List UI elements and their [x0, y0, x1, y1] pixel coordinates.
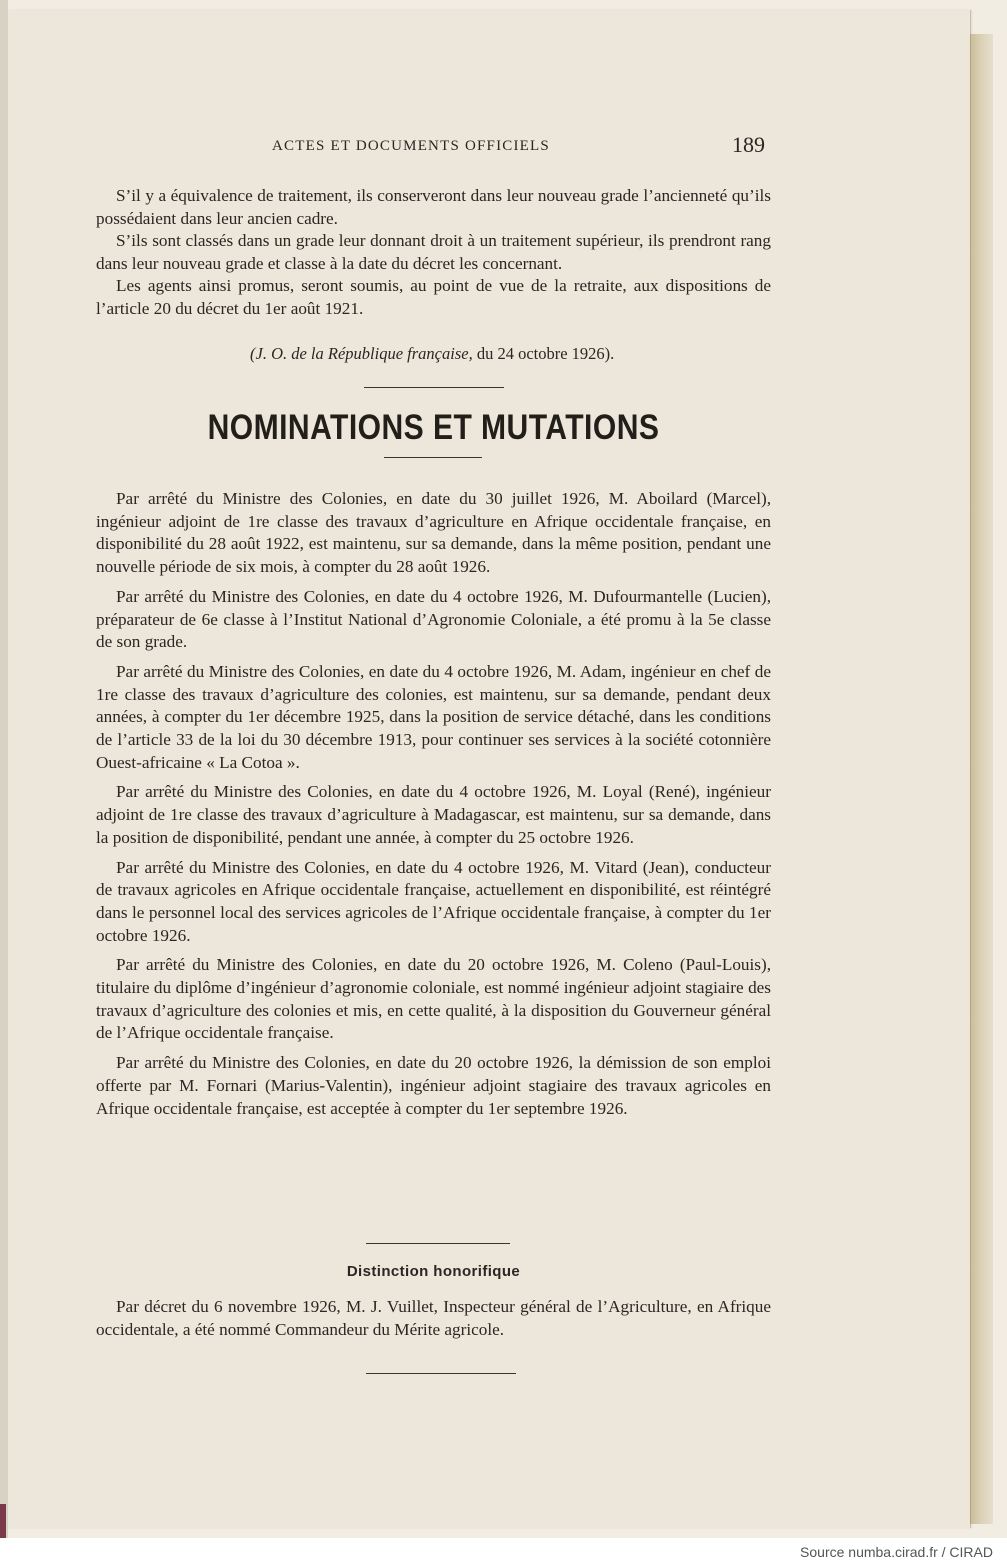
nomination-paragraph: Par arrêté du Ministre des Colonies, en date du 4 octobre 1926, M. Loyal (René), ingénieur adjoint de 1re classe des travaux d’agriculture à Madagascar, est maintenu, sur sa demande, dans la position de disponibilité, pendant une année, à compter du 25 octobre 1926. [96, 782, 771, 847]
title-underline [384, 457, 482, 458]
nomination-paragraph: Par arrêté du Ministre des Colonies, en date du 30 juillet 1926, M. Aboilard (Marcel), ingénieur adjoint de 1re classe des travaux d’agriculture en Afrique occidentale française, en disponibilité du 28 août 1922, est maintenu, sur sa demande, dans la même position, pendant une nouvelle période de six mois, à compter du 28 août 1926. [96, 489, 771, 577]
intro-paragraph: S’il y a équivalence de traitement, ils conserveront dans leur nouveau grade l’ancienneté qu’ils possédaient dans leur ancien cadre. [96, 186, 771, 228]
running-title: ACTES ET DOCUMENTS OFFICIELS [272, 138, 550, 154]
section-divider-top [364, 387, 504, 388]
source-credit: Source numba.cirad.fr / CIRAD [800, 1544, 993, 1560]
nomination-paragraph: Par arrêté du Ministre des Colonies, en date du 20 octobre 1926, la démission de son emploi offerte par M. Fornari (Marius-Valentin), ingénieur adjoint stagiaire des travaux agricoles en Afrique occidentale française, est acceptée à compter du 1er septembre 1926. [96, 1053, 771, 1118]
intro-paragraph: Les agents ainsi promus, seront soumis, au point de vue de la retraite, aux dispositions de l’article 20 du décret du 1er août 1921. [96, 276, 771, 318]
section-title: NOMINATIONS ET MUTATIONS [207, 408, 660, 447]
nomination-paragraph: Par arrêté du Ministre des Colonies, en date du 4 octobre 1926, M. Dufourmantelle (Lucien), préparateur de 6e classe à l’Institut National d’Agronomie Coloniale, a été promu à la 5e classe de son grade. [96, 586, 771, 652]
nominations-list [96, 488, 771, 1127]
binding-mark [0, 1504, 6, 1538]
page-number: 189 [732, 132, 765, 157]
distinction-heading: Distinction honorifique [346, 1263, 521, 1280]
nomination-paragraph: Par arrêté du Ministre des Colonies, en date du 4 octobre 1926, M. Adam, ingénieur en chef de 1re classe des travaux d’agriculture des colonies, est maintenu, sur sa demande, pendant deux années, à compter du 1er décembre 1925, dans la position de service détaché, dans les conditions de l’article 33 de la loi du 30 décembre 1913, pour continuer ses services à la société cotonnière Ouest-africaine « La Cotoa ». [96, 661, 771, 772]
section-divider-bottom [366, 1373, 516, 1374]
distinction-text [96, 1295, 771, 1341]
nomination-paragraph: Par arrêté du Ministre des Colonies, en date du 20 octobre 1926, M. Coleno (Paul-Louis), titulaire du diplôme d’ingénieur d’agronomie coloniale, est nommé ingénieur adjoint stagiaire des travaux d’agriculture des colonies et mis, en cette qualité, à la disposition du Gouverneur général de l’Afrique occidentale française. [96, 955, 771, 1043]
binding-edge [0, 0, 8, 1538]
nomination-paragraph: Par arrêté du Ministre des Colonies, en date du 4 octobre 1926, M. Vitard (Jean), conducteur de travaux agricoles en Afrique occidentale française, actuellement en disponibilité, est réintégré dans le personnel local des services agricoles de l’Afrique occidentale française, à compter du 1er octobre 1926. [96, 857, 771, 945]
journal-citation [250, 344, 745, 364]
citation-journal: (J. O. de la République française, [250, 344, 473, 363]
intro-text [96, 185, 771, 321]
distinction-paragraph: Par décret du 6 novembre 1926, M. J. Vuillet, Inspecteur général de l’Agriculture, en Afrique occidentale, a été nommé Commandeur du Mérite agricole. [96, 1297, 771, 1339]
intro-paragraph: S’ils sont classés dans un grade leur donnant droit à un traitement supérieur, ils prendront rang dans leur nouveau grade et classe à la date du décret les concernant. [96, 231, 771, 273]
citation-date: du 24 octobre 1926). [472, 344, 615, 363]
section-divider-middle [366, 1243, 510, 1244]
page-stack-edge [970, 34, 993, 1524]
